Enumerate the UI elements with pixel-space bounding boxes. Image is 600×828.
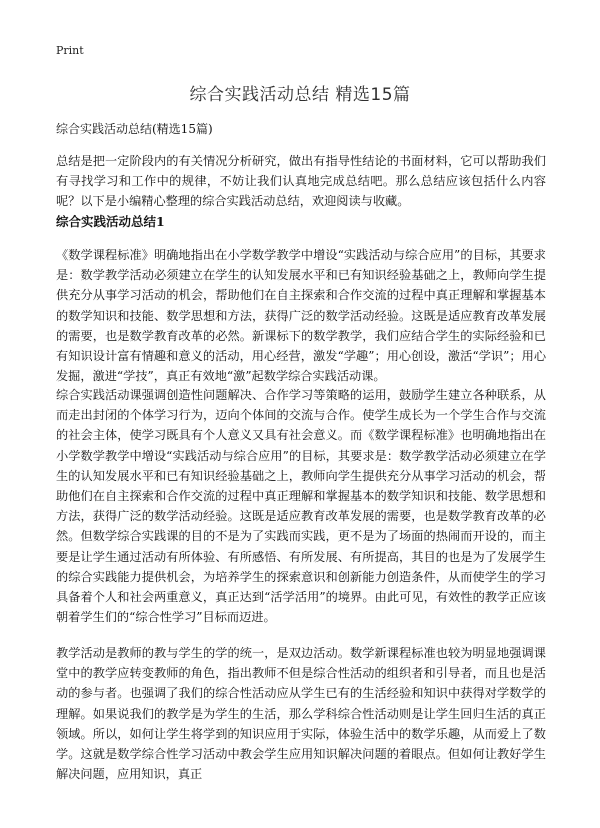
paragraph-text: 教学活动是教师的教与学生的学的统一，是双边活动。数学新课程标准也较为明显地强调课堂中的教学应转变教师的角色，指出教师不但是综合性活动的组织者和引导者，而且也是活动的参与者。也强调了我们的综合性活动应从学生已有的生活经验和知识中获得对学数学的理解。如果说我们的教学是为学生的生活，那么学科综合性活动则是让学生回归生活的真正领域。所以，如何让学生将学到的知识应用于实际，体验生活中的数学乐趣，从而爱上了数学。这就是数学综合性学习活动中教会学生应用知识解决问题的着眼点。但如何让教好学生解决问题，应用知识，真正 — [56, 646, 546, 782]
print-link[interactable]: Print — [56, 44, 84, 57]
intro-paragraph — [56, 151, 546, 212]
page-title: 综合实践活动总结 精选15篇 — [189, 85, 411, 105]
paragraph-3 — [56, 643, 546, 784]
paragraph-2 — [56, 385, 546, 627]
document-subtitle: 综合实践活动总结(精选15篇) — [56, 122, 213, 136]
paragraph-1 — [56, 245, 546, 386]
paragraph-text: 综合实践活动课强调创造性问题解决、合作学习等策略的运用，鼓励学生建立各种联系，从而走出封闭的个体学习行为，迈向个体间的交流与合作。使学生成长为一个学生合作与交流的社会主体，使学习既具有个人意义又具有社会意义。而《数学课程标准》也明确地指出在小学数学教学中增设“实践活动与综合应用”的目标，其要求是：数学教学活动必须建立在学生的认知发展水平和已有知识经验基础之上，教师向学生提供充分从事学习活动的机会，帮助他们在自主探索和合作交流的过程中真正理解和掌握基本的数学知识和技能、数学思想和方法，获得广泛的数学活动经验。这既是适应教育改革发展的需要，也是数学教育改革的必然。但数学综合实践课的目的不是为了实践而实践，更不是为了场面的热闹而开设的，而主要是让学生通过活动有所体验、有所感悟、有所发展、有所提高，其目的也是为了发展学生的综合实践能力提供机会，为培养学生的探索意识和创新能力创造条件，从而使学生的学习具备着个人和社会两重意义，真正达到“活学活用”的境界。由此可见，有效性的教学正应该朝着学生们的“综合性学习”目标而迈进。 — [56, 388, 546, 625]
paragraph-text: 《数学课程标准》明确地指出在小学数学教学中增设“实践活动与综合应用”的目标，其要求是：数学教学活动必须建立在学生的认知发展水平和已有知识经验基础之上，教师向学生提供充分从事学习活动的机会，帮助他们在自主探索和合作交流的过程中真正理解和掌握基本的数学知识和技能、数学思想和方法，获得广泛的数学活动经验。这既是适应教育改革发展的需要，也是数学教育改革的必然。新课标下的数学教学，我们应结合学生的实际经验和已有知识设计富有情趣和意义的活动，用心经营，激发“学趣”；用心创设，激活“学识”；用心发掘，激进“学技”，真正有效地“激”起数学综合实践活动课。 — [56, 248, 547, 384]
section-heading: 综合实践活动总结1 — [56, 214, 165, 229]
intro-text: 总结是把一定阶段内的有关情况分析研究，做出有指导性结论的书面材料，它可以帮助我们有寻找学习和工作中的规律，不妨让我们认真地完成总结吧。那么总结应该包括什么内容呢？以下是小编精心整理的综合实践活动总结，欢迎阅读与收藏。 — [56, 154, 546, 209]
